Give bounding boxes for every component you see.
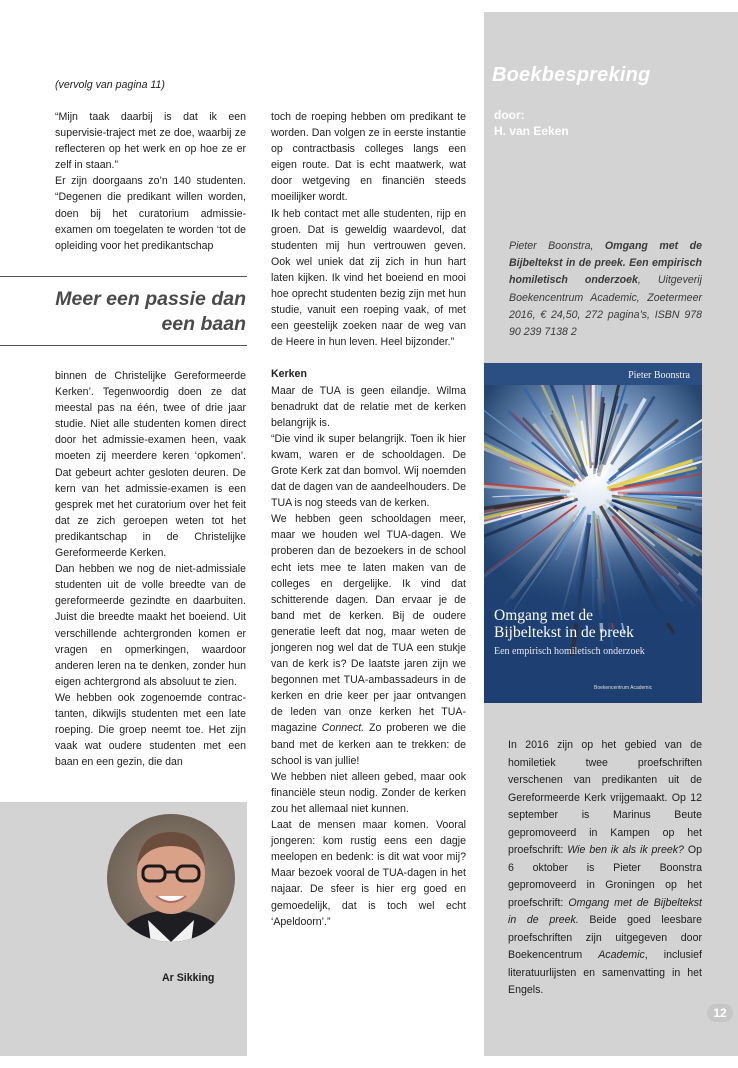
article-column-2 xyxy=(271,109,466,930)
paragraph: Er zijn doorgaans zo’n 140 studenten. “Degenen die predikant willen worden, doen bij het curatorium admissie-examen om toegelaten te worden ‘tot de opleiding voor het predikantschap xyxy=(55,175,246,252)
book-info xyxy=(509,238,702,341)
book-cover xyxy=(484,363,702,703)
review-text-segment: Op 6 oktober is Pieter Boonstra gepromoveerd in Groningen op het proefschrift: xyxy=(508,844,702,909)
continued-note: (vervolg van pagina 11) xyxy=(55,79,165,91)
magazine-name: Connect. xyxy=(321,722,365,735)
cover-publisher: Boekencentrum Academic xyxy=(594,685,653,691)
review-text-segment: , inclusief literatuurlijsten en samenvatting in het Engels. xyxy=(508,949,702,996)
byline-label: door: xyxy=(494,108,525,122)
pullquote-rule-bottom xyxy=(0,345,247,346)
paragraph xyxy=(271,511,466,769)
review-text xyxy=(508,737,702,1000)
paragraph-segment: Zo proberen we die band met de kerken aan te trekken: de school is van jullie! xyxy=(271,722,466,767)
review-publisher-italic: Academic xyxy=(598,949,645,961)
photo-caption: Ar Sikking xyxy=(162,972,215,984)
paragraph: “Die vind ik super belangrijk. Toen ik hier kwam, waren er de schooldagen. De Grote Kerk zat dan bomvol. Wij noemden dat de dagen van de aandeelhouders. De TUA is nog steeds van de kerken. xyxy=(271,432,466,510)
paragraph: Ik heb contact met alle studenten, rijp en groen. Dat is geweldig waardevol, dat studenten mij hun vertrouwen geven. Ook wel uniek dat zij zich in hun hart laten kijken. Ik vind het boeiend en mooi hoe oprecht studenten bezig zijn met hun studie, vanuit een roeping vaak, of met een geestelijk zoeken naar de weg van de Heere in hun leven. Heel bijzonder.” xyxy=(271,207,466,349)
paragraph: Maar de TUA is geen eilandje. Wilma benadrukt dat de relatie met de kerken belangrijk is. xyxy=(271,384,466,429)
byline-author: H. van Eeken xyxy=(494,124,569,138)
paragraph: toch de roeping hebben om predikant te worden. Dan volgen ze in eerste instantie op contractbasis colleges langs een eigen route. Dat is echt maatwerk, wat door wetgeving en financiën steeds moeilijker wordt. xyxy=(271,111,466,204)
paragraph: “Mijn taak daarbij is dat ik een supervisie-traject met ze doe, waarbij ze reflecteren op het werk en op hoe ze er zelf in staan.” xyxy=(55,111,246,172)
cover-subtitle: Een empirisch homiletisch onderzoek xyxy=(494,646,645,657)
pullquote-rule-top xyxy=(0,276,247,277)
paragraph: Laat de mensen maar komen. Vooral jongeren: kom rustig eens een dagje meelopen en bedenk: is dit wat voor mij? Maar bezoek vooral de TUA-dagen in het najaar. De sfeer is hier erg goed en gemoedelijk, dat is toch wel echt ‘Apeldoorn’.” xyxy=(271,819,466,928)
review-text-segment: In 2016 zijn op het gebied van de homiletiek twee proefschriften verschenen van predikanten uit de Gereformeerde Kerk vrijgemaakt. Op 12 september is Marinus Beute gepromoveerd in Kampen op het proefschrift: xyxy=(508,739,702,856)
article-column-1-top xyxy=(55,109,246,254)
byline xyxy=(494,107,569,139)
cover-title-line1: Omgang met de xyxy=(494,607,594,624)
book-details: , Uitgeverij Boekencentrum Academic, Zoetermeer 2016, € 24,50, 272 pagina’s, ISBN 978 90 239 7138 2 xyxy=(509,274,702,339)
page-number: 12 xyxy=(707,1004,733,1022)
review-title-boonstra: Omgang met de Bijbeltekst in de preek. xyxy=(508,896,702,926)
review-title-beute: Wie ben ik als ik preek? xyxy=(567,844,684,856)
review-paragraph xyxy=(508,737,702,1000)
book-title: Omgang met de Bijbeltekst in de preek. Een empirisch homiletisch onderzoek xyxy=(509,240,702,287)
review-text-segment: Beide goed leesbare proefschriften zijn uitgegeven door Boekencentrum xyxy=(508,914,702,961)
paragraph: binnen de Christelijke Gereformeerde Kerken’. Tegenwoordig doen ze dat meestal pas na één, twee of drie jaar studie. Niet alle studenten komen direct door het admissie-examen heen, vaak moeten zij meerdere keren ‘opkomen’. Dat gebeurt achter gesloten deuren. De kern van het admissie-examen is een gesprek met het curatorium over het feit dat ze zich geroepen weten tot het predikantschap in de Christelijke Gereformeerde Kerken. xyxy=(55,370,246,560)
paragraph: We hebben ook zogenoemde contrac-tanten, dikwijls studenten met een late roeping. Die groep neemt toe. Het zijn vaak wat oudere studenten met een baan en een gezin, die dan xyxy=(55,691,246,769)
paragraph: Dan hebben we nog de niet-admissiale studenten uit de volle breedte van de gereformeerde gezindte en daarbuiten. Juist die breedte maakt het boeiend. Uit verschillende achtergronden komen er vragen en opmerkingen, waardoor anderen leren na te denken, zonder hun eigen achtergrond als absoluut te zien. xyxy=(55,563,246,688)
photo-panel xyxy=(0,802,247,1056)
paragraph: We hebben niet alleen gebed, maar ook financiële steun nodig. Zonder de kerken zou het allemaal niet kunnen. xyxy=(271,770,466,815)
book-author: Pieter Boonstra, xyxy=(509,240,594,252)
pullquote: Meer een passie dan een baan xyxy=(55,288,246,335)
article-column-1-bottom xyxy=(55,368,246,770)
section-title: Boekbespreking xyxy=(492,64,651,86)
paragraph-segment: We hebben geen schooldagen meer, maar we houden wel TUA-dagen. We proberen dan de bezoekers in de school echt iets mee te laten maken van de colleges en dergelijke. Ik vind dat schitterende dagen. Dan ervaar je de band met de kerken. Bij de oudere generatie leeft dat nog, maar weten de jongeren nog wel dat de TUA een stukje van de kerk is? De laatste jaren zijn we begonnen met TUA-ambassadeurs in de kerken en drie keer per jaar ontvangen de leden van onze kerken het TUA-magazine xyxy=(271,513,466,735)
cover-author: Pieter Boonstra xyxy=(628,370,690,381)
subheading-kerken: Kerken xyxy=(271,368,307,381)
cover-title-line2: Bijbeltekst in de preek xyxy=(494,624,634,641)
spacer xyxy=(271,350,466,366)
portrait-photo xyxy=(0,802,247,1056)
